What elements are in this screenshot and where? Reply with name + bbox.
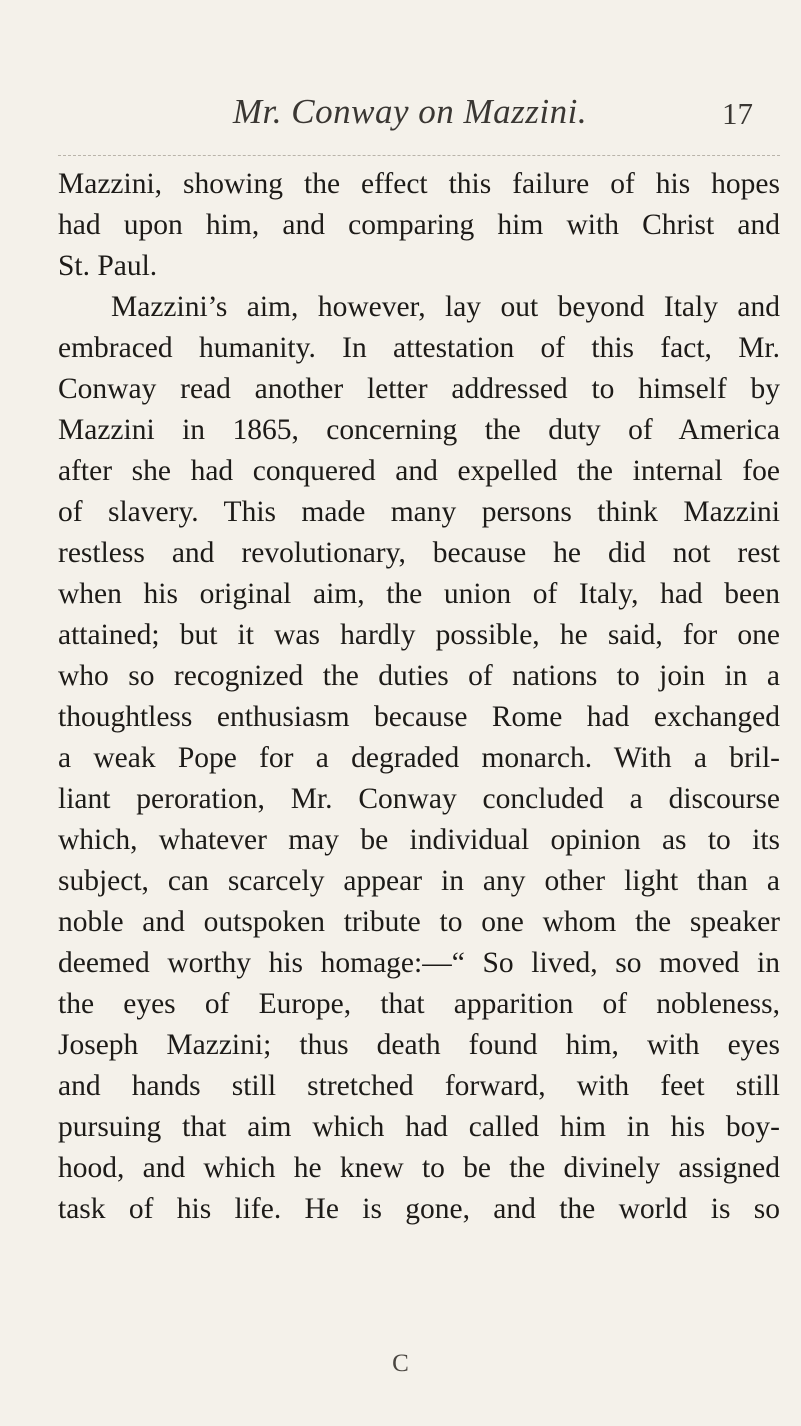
text-line: of slavery. This made many persons think Mazzini (58, 496, 780, 528)
text-line: deemed worthy his homage:—“ So lived, so moved in (58, 947, 780, 979)
text-line: liant peroration, Mr. Conway concluded a discourse (58, 783, 780, 815)
text-line: a weak Pope for a degraded monarch. With a bril- (58, 742, 780, 774)
text-line: Mazzini in 1865, concerning the duty of America (58, 414, 780, 446)
text-line: embraced humanity. In attestation of this fact, Mr. (58, 332, 780, 364)
running-title: Mr. Conway on Mazzini. (232, 92, 588, 131)
text-line: hood, and which he knew to be the divinely assigned (58, 1152, 780, 1184)
text-line: which, whatever may be individual opinion as to its (58, 824, 780, 856)
text-line: restless and revolutionary, because he did not rest (58, 537, 780, 569)
text-line: Conway read another letter addressed to himself by (58, 373, 780, 405)
text-line: task of his life. He is gone, and the world is so (58, 1193, 780, 1225)
text-line: St. Paul. (58, 250, 158, 282)
text-line: who so recognized the duties of nations to join in a (58, 660, 780, 692)
running-head (0, 92, 801, 142)
text-line: Mazzini, showing the effect this failure of his hopes (58, 168, 780, 200)
text-line: subject, can scarcely appear in any other light than a (58, 865, 780, 897)
signature-mark: C (392, 1350, 409, 1377)
text-line: and hands still stretched forward, with feet still (58, 1070, 780, 1102)
text-line: after she had conquered and expelled the internal foe (58, 455, 780, 487)
header-rule (58, 155, 780, 156)
text-line: when his original aim, the union of Italy, had been (58, 578, 780, 610)
text-line: pursuing that aim which had called him in his boy- (58, 1111, 780, 1143)
text-line: attained; but it was hardly possible, he said, for one (58, 619, 780, 651)
text-line: had upon him, and comparing him with Christ and (58, 209, 780, 241)
page-number: 17 (722, 96, 753, 131)
body-text (58, 164, 780, 1230)
text-line: Mazzini’s aim, however, lay out beyond Italy and (111, 291, 780, 323)
text-line: thoughtless enthusiasm because Rome had exchanged (58, 701, 780, 733)
text-line: the eyes of Europe, that apparition of nobleness, (58, 988, 780, 1020)
text-line: noble and outspoken tribute to one whom the speaker (58, 906, 780, 938)
text-line: Joseph Mazzini; thus death found him, with eyes (58, 1029, 780, 1061)
